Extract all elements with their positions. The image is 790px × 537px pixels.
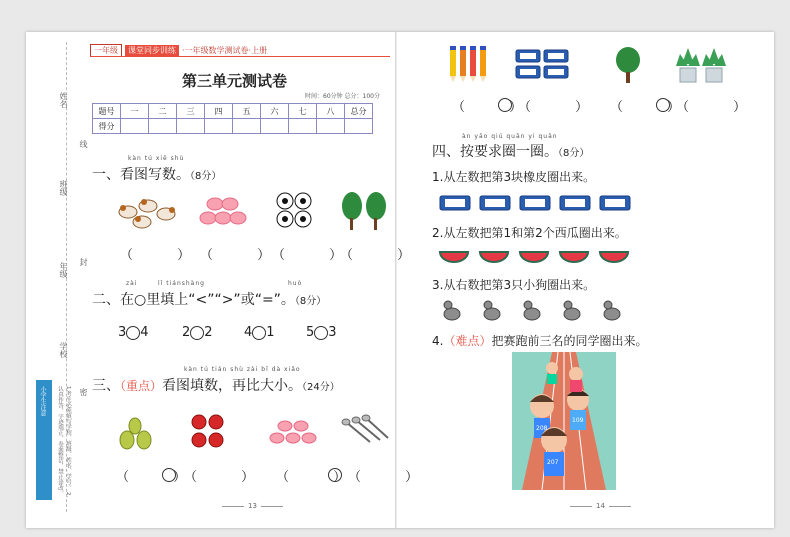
score-cell[interactable] [149,119,177,134]
sec4-points: （8分） [558,148,590,159]
page-number-left: 13 [218,502,287,510]
sec1-heading [92,164,221,184]
sec1-pinyin: kàn tú xiě shù [128,155,185,162]
compare-circle[interactable] [328,468,342,482]
answer-blank[interactable]: （ ） [348,470,439,485]
school-label: 学校 [59,342,68,358]
sec3-label: 看图填数，再比大小。 [162,378,303,394]
task-1: 1.从左数把第3块橡皮圈出来。 [432,170,596,184]
sec4-pinyin: àn yāo qiú quān yi quān [462,133,558,140]
score-cell[interactable] [345,119,373,134]
header-subtitle: ·一年级数学测试卷·上册 [182,46,268,55]
page-title: 第三单元测试卷 [182,72,288,90]
compare-item [182,325,213,340]
sec3-highlight: （重点） [120,379,163,393]
answer-blank[interactable]: （ ） [452,100,543,115]
grade-label: 年级 [59,262,68,278]
compare-circle[interactable] [162,468,176,482]
compare-item [118,325,149,340]
answer-blank[interactable]: （ ） [276,470,367,485]
score-cell: 三 [177,104,205,119]
runner-number: 109 [572,417,584,424]
cakes-illustration [198,192,248,228]
compare-circle[interactable] [656,98,670,112]
score-cell[interactable] [121,119,149,134]
score-cell[interactable] [177,119,205,134]
compare-right: 3 [328,325,337,340]
score-row-header [93,104,373,119]
trees-illustration [340,190,390,232]
apples-illustration [190,412,226,452]
compare-left: 2 [182,325,191,340]
score-cell[interactable] [317,119,345,134]
compare-circle[interactable] [126,326,140,340]
score-cell: 七 [289,104,317,119]
exam-meta: 时间：60分钟 总分：100分 [305,93,380,100]
sec1-label: 一、看图写数。 [92,167,190,183]
score-table [92,103,373,134]
score-cell: 五 [233,104,261,119]
answer-blank[interactable]: （ ） [120,248,211,263]
pears-illustration [118,412,154,452]
compare-item [244,325,275,340]
answer-blank[interactable]: （ ） [676,100,767,115]
sec2-pinyin-zai: zài [126,280,138,287]
name-label: 姓名 [59,92,68,108]
score-cell: 得分 [93,119,121,134]
sec2-pinyin-tian: lǐ tiánshàng [158,280,205,287]
score-cell: 八 [317,104,345,119]
erasers-illustration [514,48,570,80]
score-row-values [93,119,373,134]
sec3-heading [92,375,340,395]
sec2-pinyin-huo: huò [288,280,303,287]
score-cell[interactable] [233,119,261,134]
sec1-points: （8分） [190,171,222,182]
line-label: 线 [79,140,88,148]
compare-left: 4 [244,325,253,340]
dogs-row [442,298,642,324]
sec4-label: 四、按要求圈一圈。 [432,144,558,160]
sec4-heading [432,141,589,161]
score-cell: 一 [121,104,149,119]
compare-circle[interactable] [314,326,328,340]
answer-blank[interactable]: （ ） [340,248,431,263]
cakes-small-illustration [268,416,320,448]
score-cell: 二 [149,104,177,119]
score-cell[interactable] [205,119,233,134]
runner-number: 208 [536,425,548,432]
potted-plants-illustration [676,46,728,86]
sec2-points: （8分） [294,296,327,307]
compare-item [306,325,337,340]
dogs-illustration [118,192,182,232]
class-label: 班级 [59,180,68,196]
compare-left: 5 [306,325,315,340]
sec3-pinyin: kàn tú tián shù zài bǐ dà xiǎo [184,366,301,373]
sec2-label: 二、在○里填上“<”“>”或“=”。 [92,292,295,308]
task-4-number: 4. [432,334,444,348]
score-cell[interactable] [289,119,317,134]
race-illustration [512,352,616,490]
answer-blank[interactable]: （ ） [272,248,363,263]
task-4-text: 把赛跑前三名的同学圈出来。 [491,334,648,348]
secret-label: 密 [79,388,88,396]
compare-circle[interactable] [190,326,204,340]
compare-circle[interactable] [252,326,266,340]
score-cell: 四 [205,104,233,119]
task-3: 3.从右数把第3只小狗圈出来。 [432,278,596,292]
compare-right: 2 [204,325,213,340]
runner-number: 207 [547,459,559,466]
answer-blank[interactable]: （ ） [518,100,609,115]
header-level: 一年级 [90,44,122,57]
task-4-highlight: （难点） [443,334,492,348]
soccer-balls-illustration [276,192,312,228]
watermelons-row [440,250,640,264]
header-tag: 课堂同步训练 [125,45,179,56]
score-cell[interactable] [261,119,289,134]
sec3-points: （24分） [302,382,340,393]
erasers-row [440,194,640,212]
compare-right: 4 [140,325,149,340]
spoons-illustration [340,416,390,448]
score-cell: 题号 [93,104,121,119]
pencils-illustration [448,46,490,82]
compare-right: 1 [266,325,275,340]
score-cell: 总分 [345,104,373,119]
header-rule [90,56,390,57]
sec2-heading [92,289,326,309]
compare-left: 3 [118,325,127,340]
notice-title: 小学生注意 [39,386,46,416]
task-4 [432,332,647,349]
answer-blank[interactable]: （ ） [610,100,701,115]
answer-blank[interactable]: （ ） [184,470,275,485]
answer-blank[interactable]: （ ） [116,470,207,485]
seal-label: 封 [79,258,88,266]
score-cell: 六 [261,104,289,119]
compare-circle[interactable] [498,98,512,112]
tree-illustration [614,46,642,84]
task-2: 2.从左数把第1和第2个西瓜圈出来。 [432,226,627,240]
sec3-prefix: 三、 [92,378,120,394]
answer-blank[interactable]: （ ） [200,248,291,263]
page-number-right: 14 [566,502,635,510]
notice-text: 1.考生必须填写学校、班级、姓名、学号。 2.认真作答，字迹端正，卷面整洁，禁止涂改。 [57,386,71,498]
book-spine [395,32,397,528]
